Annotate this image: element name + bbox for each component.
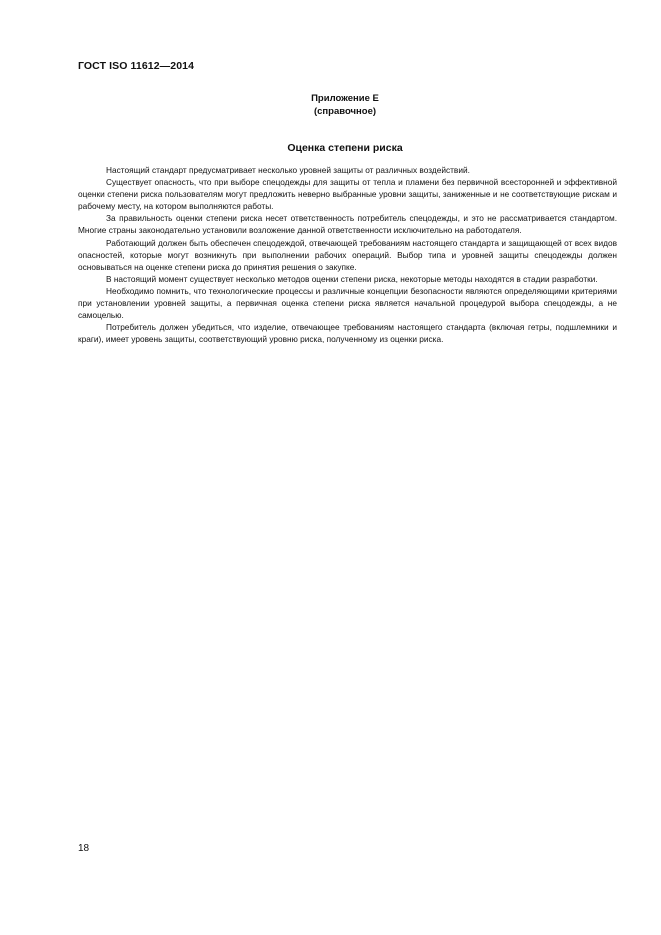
body-text: [78, 164, 617, 345]
page-number: 18: [78, 843, 90, 854]
document-header: ГОСТ ISO 11612—2014: [78, 60, 195, 72]
paragraph: Настоящий стандарт предусматривает несколько уровней защиты от различных воздействий.: [106, 165, 470, 175]
appendix-title: Приложение Е: [311, 93, 379, 104]
paragraph: За правильность оценки степени риска несет ответственность потребитель спецодежды, и это не рассматривается стандартом. Многие страны законодательно установили возложение данной ответственности исключительно на работодателя.: [78, 213, 617, 236]
paragraph: Необходимо помнить, что технологические процессы и различные концепции безопасности являются определяющими критериями при установлении уровней защиты, а первичная оценка степени риска является начальной процедурой выбора спецодежды, а не самоцелью.: [78, 285, 617, 321]
appendix-subtitle: (справочное): [313, 106, 377, 117]
paragraph: В настоящий момент существует несколько методов оценки степени риска, некоторые методы находятся в стадии разработки.: [106, 273, 598, 284]
section-title: Оценка степени риска: [287, 142, 403, 154]
paragraph: Потребитель должен убедиться, что изделие, отвечающее требованиям настоящего стандарта (включая гетры, подшлемники и краги), имеет уровень защиты, соответствующий уровню риска, полученному из оценки риска.: [78, 322, 617, 345]
appendix-heading: [0, 92, 661, 118]
paragraph: Существует опасность, что при выборе спецодежды для защиты от тепла и пламени без первичной всесторонней и эффективной оценки степени риска пользователям могут предложить неверно выбранные уровни защиты, заниженные и не соответствующие рискам и рабочему месту, на котором выполняются работы.: [78, 177, 617, 212]
paragraph: Работающий должен быть обеспечен спецодеждой, отвечающей требованиям настоящего стандарта и защищающей от всех видов опасностей, которые могут возникнуть при выполнении рабочих операций. Выбор типа и уровней защиты спецодежды должен основываться на оценке степени риска до принятия решения о закупке.: [78, 237, 617, 272]
